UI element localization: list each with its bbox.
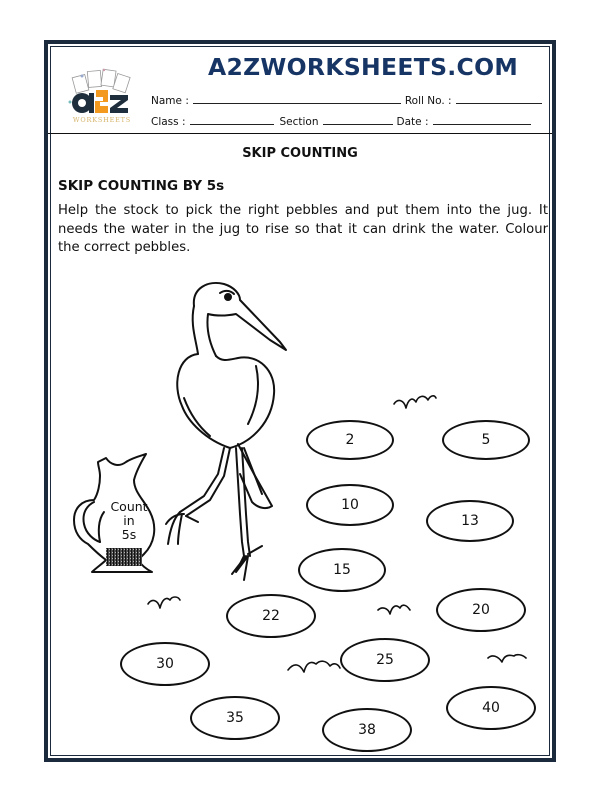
class-label: Class : [151, 116, 186, 128]
date-label: Date : [396, 116, 429, 128]
pebble-22[interactable] [226, 594, 316, 638]
pebble-number: 35 [226, 710, 244, 726]
worksheet-header [48, 44, 552, 134]
name-roll-row [151, 94, 546, 107]
roll-label: Roll No. : [404, 95, 452, 107]
jug-label-line-2: in [123, 513, 135, 528]
pebble-15[interactable] [298, 548, 386, 592]
pebble-number: 38 [358, 722, 376, 738]
a2z-logo [60, 68, 144, 130]
jug-label [104, 500, 154, 542]
pebble-10[interactable] [306, 484, 394, 526]
pebble-number: 15 [333, 562, 351, 578]
section-field[interactable] [323, 115, 393, 125]
pebble-number: 13 [461, 513, 479, 529]
jug-label-line-1: Count [110, 499, 148, 514]
date-field[interactable] [433, 115, 531, 125]
worksheet-frame [44, 40, 556, 762]
worksheet-subtitle: SKIP COUNTING BY 5s [58, 178, 225, 194]
logo-icon [60, 68, 144, 118]
pebble-number: 30 [156, 656, 174, 672]
logo-wordmark: WORKSHEETS [72, 116, 132, 124]
pebble-number: 5 [481, 432, 491, 448]
pebble-number: 20 [472, 602, 490, 618]
name-label: Name : [151, 95, 189, 107]
pebble-25[interactable] [340, 638, 430, 682]
jug-label-line-3: 5s [121, 527, 137, 542]
pebble-38[interactable] [322, 708, 412, 752]
roll-field[interactable] [456, 94, 542, 104]
pebble-30[interactable] [120, 642, 210, 686]
pebble-number: 10 [341, 497, 359, 513]
pebble-5[interactable] [442, 420, 530, 460]
pebble-40[interactable] [446, 686, 536, 730]
pebble-2[interactable] [306, 420, 394, 460]
pebble-number: 2 [345, 432, 355, 448]
pebble-20[interactable] [436, 588, 526, 632]
pebble-number: 40 [482, 700, 500, 716]
pebble-35[interactable] [190, 696, 280, 740]
section-label: Section [279, 116, 319, 128]
pebble-number: 22 [262, 608, 280, 624]
instructions-text: Help the stock to pick the right pebbles and put them into the jug. It needs the water in the jug to rise so that it can drink the water. Colour the correct pebbles. [58, 203, 548, 255]
class-field[interactable] [190, 115, 274, 125]
pebble-number: 25 [376, 652, 394, 668]
name-field[interactable] [193, 94, 401, 104]
site-title: A2ZWORKSHEETS.COM [207, 53, 519, 81]
worksheet-title: SKIP COUNTING [242, 146, 358, 161]
class-section-date-row [151, 115, 535, 128]
pebble-13[interactable] [426, 500, 514, 542]
